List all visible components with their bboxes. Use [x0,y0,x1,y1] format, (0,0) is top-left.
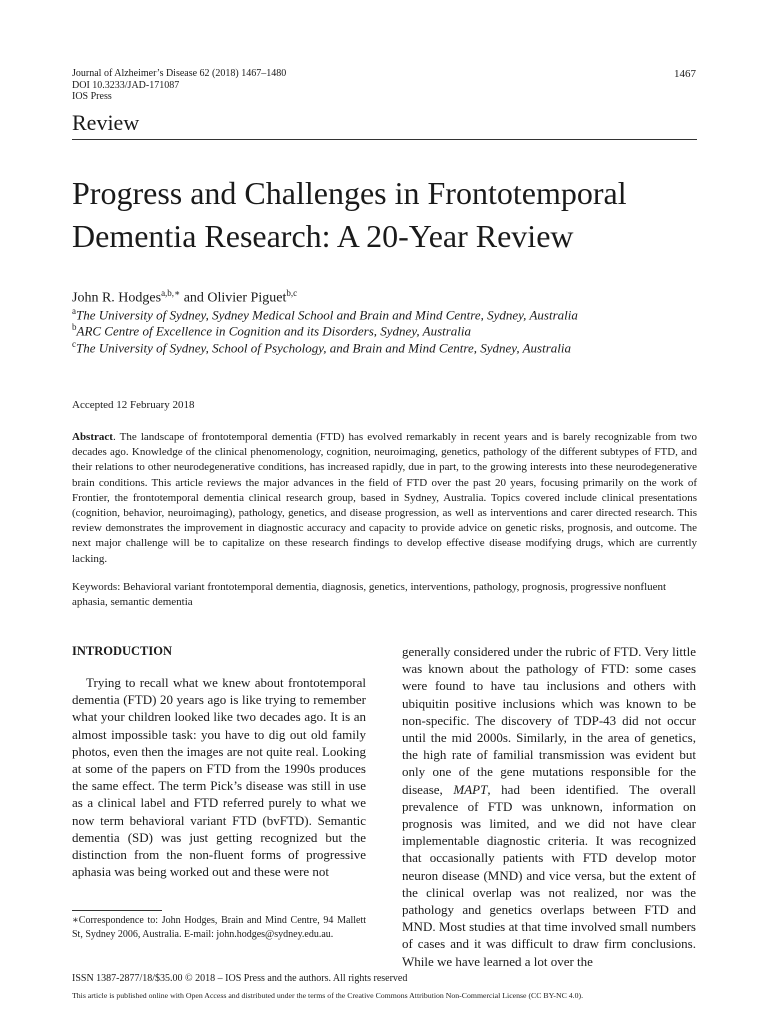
affiliation-text: The University of Sydney, Sydney Medical School and Brain and Mind Centre, Sydney, Australia [76,307,578,323]
body-column-right [402,643,696,970]
journal-publisher: IOS Press [72,91,112,102]
body-text: , had been identified. The overall prevalence of FTD was unknown, information on prognosis was limited, and we did not have clear implementable diagnostic criteria. It was recognized that occasionally patients with FTD develop motor neuron disease (MND) and vice versa, but the extent of the clinical overlap was not realized, nor was the pathology and genetics overlaps between FTD and MND. Most studies at that time involved small numbers of cases and it was difficult to draw firm conclusions. While we have learned a lot over the [402,781,696,969]
section-label: Review [72,110,140,135]
author-conjunction: and [180,290,208,306]
section-heading: INTRODUCTION [72,644,173,658]
accepted-date: Accepted 12 February 2018 [72,399,195,411]
header-rule [72,139,697,140]
author-affiliation-mark: a,b,∗ [161,288,181,298]
author-list [72,288,297,307]
affiliation-text: ARC Centre of Excellence in Cognition and its Disorders, Sydney, Australia [76,323,472,339]
abstract [72,430,697,567]
affiliation-text: The University of Sydney, School of Psychology, and Brain and Mind Centre, Sydney, Australia [76,340,572,356]
author-name: Olivier Piguet [207,290,287,306]
journal-header [72,68,286,103]
page-number: 1467 [674,68,696,80]
abstract-label: Abstract [72,431,113,443]
affiliation-mark: a [72,306,76,316]
affiliation [72,306,578,323]
issn-line: ISSN 1387-2877/18/$35.00 © 2018 – IOS Press and the authors. All rights reserved [72,973,408,984]
affiliation-mark: b [72,322,77,332]
gene-name: MAPT [453,781,488,797]
journal-citation: Journal of Alzheimer’s Disease 62 (2018) 1467–1480 [72,68,287,79]
abstract-text: . The landscape of frontotemporal dementia (FTD) has evolved remarkably in recent years and is barely recognizable from two decades ago. Knowledge of the clinical phenomenology, cognition, neuroimaging, genetics, pathology of the different subtypes of FTD, and their relations to other neurodegenerative conditions, has increased rapidly, due in part, to the growing interests into these neurodegenerative brain conditions. This article reviews the major advances in the field of FTD over the past 20 years, focusing primarily on the work of Frontier, the frontotemporal dementia clinical research group, based in Sydney, Australia. Topics covered include clinical presentations (cognition, behavior, neuroimaging), pathology, genetics, and disease progression, as well as interventions and carer directed research. This review demonstrates the improvement in diagnostic accuracy and capacity to provide advice on genetic risks, prognosis, and outcome. The next major challenge will be to capitalize on these research findings to develop effective disease modifying drugs, which are currently lacking. [72,431,697,565]
license-line: This article is published online with Open Access and distributed under the terms of the Creative Commons Attribution Non-Commercial License (CC BY-NC 4.0). [72,991,584,1000]
paper-title: Progress and Challenges in Frontotemporal Dementia Research: A 20-Year Review [72,175,627,254]
body-column-left: Trying to recall what we knew about frontotemporal dementia (FTD) 20 years ago is like trying to remember what your children looked like two decades ago. It is an almost impossible task: you have to dig out old family photos, even then the images are not quite real. Looking at some of the papers on FTD from the 1990s produces the same effect. The term Pick’s disease was still in use as a clinical label and FTD referred purely to what we now term behavioral variant FTD (bvFTD). Semantic dementia (SD) was just getting recognized but the distinction from the non-fluent forms of progressive aphasia was being worked out and these were not [72,675,366,880]
keywords: Keywords: Behavioral variant frontotemporal dementia, diagnosis, genetics, interventions, pathology, prognosis, progressive nonfluent aphasia, semantic dementia [72,581,667,609]
journal-doi: DOI 10.3233/JAD-171087 [72,79,180,91]
correspondence-footnote: ∗Correspondence to: John Hodges, Brain and Mind Centre, 94 Mallett St, Sydney 2006, Australia. E-mail: john.hodges@sydney.edu.au. [72,915,366,940]
affiliation-mark: c [72,339,76,349]
author-affiliation-mark: b,c [286,288,298,298]
author-name: John R. Hodges [72,290,162,306]
affiliation [72,339,571,356]
affiliation [72,322,471,339]
body-text: generally considered under the rubric of FTD. Very little was known about the pathology of FTD: some cases were found to have tau inclusions and others with ubiquitin positive inclusions which was known to be non-specific. The discovery of TDP-43 did not occur until the mid 2000s. Similarly, in the area of genetics, the high rate of familial transmission was evident but only one of the gene mutations responsible for the disease, [402,644,696,797]
footnote-rule [72,910,162,911]
